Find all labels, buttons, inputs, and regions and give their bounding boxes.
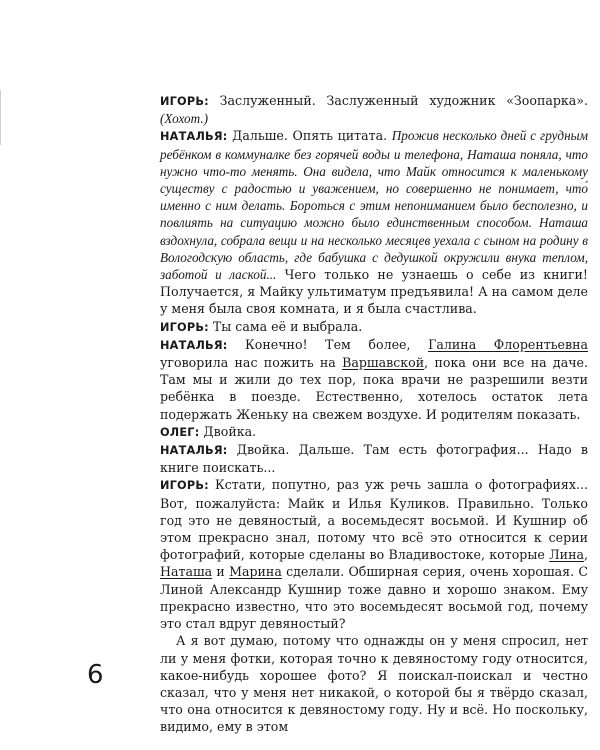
speaker-igor: ИГОРЬ: [160, 479, 209, 493]
underlined-name: Наташа [160, 564, 213, 580]
underlined-name: Галина Флорентьевна [428, 336, 588, 352]
speaker-oleg: ОЛЕГ: [160, 425, 200, 439]
dialogue-paragraph-4 [160, 336, 588, 423]
speaker-natalya: НАТАЛЬЯ: [160, 444, 228, 458]
paragraph-text: Дальше. Опять цитата. [227, 128, 392, 144]
paragraph-text: и [212, 564, 230, 580]
paragraph-text-italic: (Хохот.) [160, 111, 209, 127]
paragraph-text-after: Чего только не узнаешь о себе из книги! Получается, я Майку ультиматум предъявила! А на самом деле у меня была своя комната, и я была счастлива. [160, 267, 588, 317]
paragraph-text: А я вот думаю, потому что однажды он у меня спросил, нет ли у меня фотки, которая точно к девяностому году относится, какое-нибудь хорошее фото? Я поискал-поискал и честно сказал, что у меня нет никакой, о которой бы я твёрдо сказал, что она относится к девяностому году. Ну и всё. Но поскольку, видимо, ему в этом [160, 633, 588, 735]
speaker-igor: ИГОРЬ: [160, 320, 209, 334]
dialogue-paragraph-1 [160, 92, 588, 127]
paragraph-text: , пока они все на даче. Там мы и жили до тех пор, пока врачи не разрешили везти ребёнка в поезде. Естественно, хотелось остаток лета подержать Женьку на свежем воздухе. И родителям показать. [160, 355, 588, 422]
page-number: 6 [87, 660, 104, 690]
page-edge-line [0, 90, 1, 145]
paragraph-text: Ты сама её и выбрала. [208, 318, 363, 334]
dialogue-paragraph-6 [160, 441, 588, 476]
paragraph-text: , [583, 547, 588, 563]
paragraph-text: Заслуженный. Заслуженный художник «Зоопарка». [208, 93, 588, 108]
underlined-place: Варшавской [342, 355, 425, 371]
paragraph-text: Двойка. [199, 423, 257, 439]
paragraph-text: Конечно! Тем более, [227, 336, 429, 352]
paragraph-text: Двойка. Дальше. Там есть фотография... Надо в книге поискать... [160, 442, 588, 476]
speaker-igor: ИГОРЬ: [160, 95, 209, 108]
underlined-name: Марина [229, 564, 282, 580]
speaker-natalya: НАТАЛЬЯ: [160, 130, 228, 144]
quoted-book-excerpt: Прожив несколько дней с грудным ребёнком в коммуналке без горячей воды и телефона, Наташа поняла, что нужно что-то менять. Она видела, что Майк относится к маленькому существу с радостью и уважением, но совершенно не понимает, что́ именно с ним делать. Бороться с этим непониманием было бесполезно, и повлиять на ситуацию можно было единственным способом. Наташа вздохнула, собрала вещи и на несколько месяцев уехала с сыном на родину в Вологодскую область, где бабушка с дедушкой окружили внука теплом, заботой и лаской... [160, 128, 588, 283]
paragraph-text: сделали. Обширная серия, очень хорошая. С Линой Александр Кушнир тоже давно и хорошо знаком. Ему прекрасно известно, что это восемьдесят восьмой год, почему это стал вдруг девяностый? [160, 564, 588, 632]
book-text-block [160, 92, 588, 736]
underlined-name: Лина [549, 547, 584, 563]
dialogue-paragraph-3 [160, 318, 588, 336]
dialogue-paragraph-7 [160, 476, 588, 632]
narrative-paragraph [160, 632, 588, 735]
dialogue-paragraph-5 [160, 423, 588, 441]
paragraph-text: уговорила нас пожить на [160, 355, 343, 371]
dialogue-paragraph-2 [160, 127, 588, 317]
speaker-natalya: НАТАЛЬЯ: [160, 338, 228, 352]
paragraph-text: Кстати, попутно, раз уж речь зашла о фотографиях... Вот, пожалуйста: Майк и Илья Куликов. Правильно. Только год это не девяностый, а восемьдесят восьмой. И Кушнир об этом прекрасно знал, потому что всё это относится к серии фотографий, которые сделаны во Владивостоке, которые [160, 477, 588, 563]
